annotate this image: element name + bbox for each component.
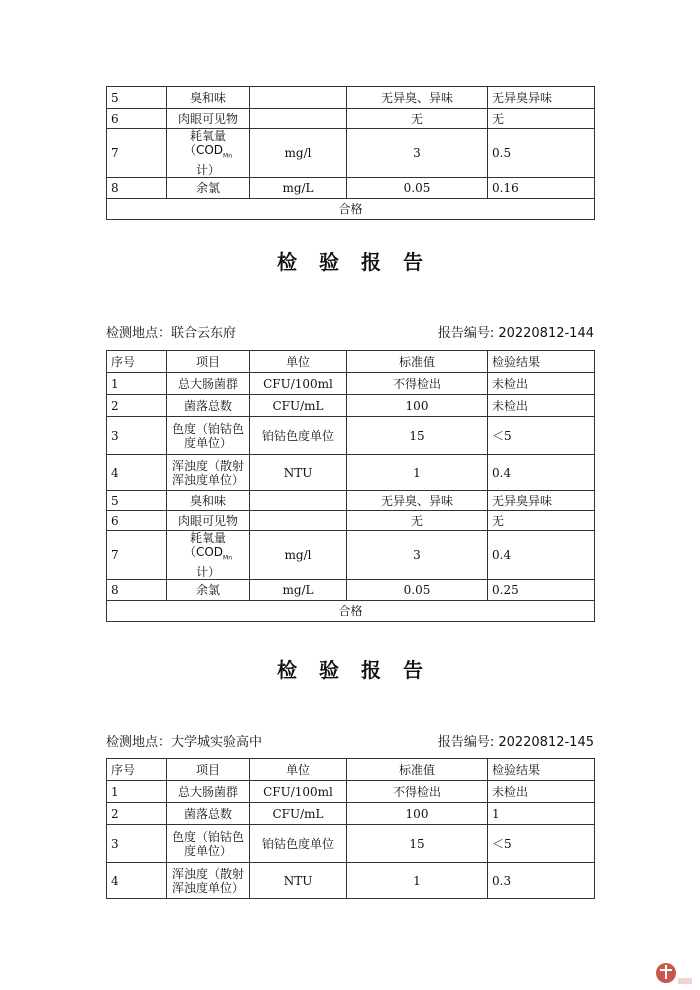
- header-item: 项目: [167, 759, 250, 781]
- cell-unit: [250, 87, 347, 109]
- header-standard: 标准值: [347, 351, 488, 373]
- report-number: 报告编号: 20220812-144: [437, 326, 594, 341]
- test-location: 检测地点：大学城实验高中: [106, 735, 263, 750]
- cod-label: 耗氧量（COD: [183, 129, 226, 157]
- cell-item: 浑浊度（散射浑浊度单位）: [167, 863, 250, 899]
- cell-unit: CFU/100ml: [250, 373, 347, 395]
- cell-result: 0.16: [488, 178, 595, 199]
- conclusion-row: [107, 601, 595, 622]
- table-row: [107, 455, 595, 491]
- table-header-row: [107, 759, 595, 781]
- cell-standard: 0.05: [347, 580, 488, 601]
- cell-standard: 无异臭、异味: [347, 491, 488, 511]
- cell-item: [167, 531, 250, 580]
- cell-item: 色度（铂钴色度单位）: [167, 417, 250, 455]
- report-table-145: [106, 758, 595, 899]
- cell-result: 0.25: [488, 580, 595, 601]
- cell-item: 肉眼可见物: [167, 109, 250, 129]
- table-row: [107, 373, 595, 395]
- cell-no: 7: [107, 531, 167, 580]
- conclusion-row: [107, 199, 595, 220]
- cell-no: 3: [107, 825, 167, 863]
- cell-standard: 15: [347, 825, 488, 863]
- conclusion-cell: 合格: [107, 199, 595, 220]
- cell-standard: 15: [347, 417, 488, 455]
- cell-result: 0.4: [488, 531, 595, 580]
- cell-item: 臭和味: [167, 491, 250, 511]
- cell-item: 余氯: [167, 178, 250, 199]
- header-result: 检验结果: [488, 759, 595, 781]
- report-table-144: [106, 350, 595, 622]
- cell-unit: [250, 511, 347, 531]
- cell-no: 8: [107, 580, 167, 601]
- header-item: 项目: [167, 351, 250, 373]
- cell-result: ＜5: [488, 825, 595, 863]
- cell-no: 2: [107, 803, 167, 825]
- header-unit: 单位: [250, 759, 347, 781]
- cell-item: 总大肠菌群: [167, 373, 250, 395]
- cell-no: 4: [107, 863, 167, 899]
- report-table-continued: [106, 86, 595, 220]
- cell-standard: 100: [347, 803, 488, 825]
- table-row: [107, 395, 595, 417]
- table-row: [107, 491, 595, 511]
- cell-result: 无异臭异味: [488, 491, 595, 511]
- cell-unit: CFU/100ml: [250, 781, 347, 803]
- cell-standard: 1: [347, 455, 488, 491]
- cell-standard: 100: [347, 395, 488, 417]
- cod-suffix: 计）: [195, 565, 220, 580]
- cell-item: 菌落总数: [167, 395, 250, 417]
- cell-standard: 无: [347, 109, 488, 129]
- cell-item: 肉眼可见物: [167, 511, 250, 531]
- cell-item: [167, 129, 250, 178]
- cell-result: 1: [488, 803, 595, 825]
- cell-unit: mg/l: [250, 531, 347, 580]
- conclusion-cell: 合格: [107, 601, 595, 622]
- header-no: 序号: [107, 351, 167, 373]
- cell-unit: CFU/mL: [250, 395, 347, 417]
- header-result: 检验结果: [488, 351, 595, 373]
- cell-no: 3: [107, 417, 167, 455]
- cell-item: 菌落总数: [167, 803, 250, 825]
- header-standard: 标准值: [347, 759, 488, 781]
- cell-item: 总大肠菌群: [167, 781, 250, 803]
- cell-unit: 铂钴色度单位: [250, 825, 347, 863]
- cell-standard: 1: [347, 863, 488, 899]
- table-header-row: [107, 351, 595, 373]
- cell-item: 臭和味: [167, 87, 250, 109]
- report-title: 检验报告: [277, 250, 445, 274]
- test-location: 检测地点：联合云东府: [106, 326, 237, 341]
- cell-unit: CFU/mL: [250, 803, 347, 825]
- cell-standard: 3: [347, 531, 488, 580]
- cell-result: 0.3: [488, 863, 595, 899]
- cell-result: ＜5: [488, 417, 595, 455]
- table-row: [107, 417, 595, 455]
- cell-no: 5: [107, 87, 167, 109]
- table-row: [107, 781, 595, 803]
- cell-result: 0.4: [488, 455, 595, 491]
- cell-no: 1: [107, 781, 167, 803]
- header-unit: 单位: [250, 351, 347, 373]
- cell-no: 6: [107, 511, 167, 531]
- cell-unit: 铂钴色度单位: [250, 417, 347, 455]
- cell-item: 余氯: [167, 580, 250, 601]
- table-row: [107, 803, 595, 825]
- table-row: [107, 825, 595, 863]
- cell-unit: [250, 109, 347, 129]
- cell-unit: mg/L: [250, 178, 347, 199]
- cell-standard: 不得检出: [347, 373, 488, 395]
- cell-item: 浑浊度（散射浑浊度单位）: [167, 455, 250, 491]
- cod-subscript: Mn: [223, 152, 233, 160]
- cell-standard: 无异臭、异味: [347, 87, 488, 109]
- table-row: [107, 531, 595, 580]
- cell-unit: mg/L: [250, 580, 347, 601]
- report-title: 检验报告: [277, 658, 445, 682]
- cod-suffix: 计）: [195, 163, 220, 178]
- cell-result: 无异臭异味: [488, 87, 595, 109]
- cell-no: 1: [107, 373, 167, 395]
- cell-no: 6: [107, 109, 167, 129]
- cell-unit: NTU: [250, 455, 347, 491]
- cell-no: 2: [107, 395, 167, 417]
- cell-standard: 无: [347, 511, 488, 531]
- cell-unit: mg/l: [250, 129, 347, 178]
- cell-unit: NTU: [250, 863, 347, 899]
- cell-standard: 3: [347, 129, 488, 178]
- watermark-logo-icon: [654, 958, 694, 988]
- table-row: [107, 129, 595, 178]
- cell-no: 5: [107, 491, 167, 511]
- table-row: [107, 109, 595, 129]
- cell-result: 未检出: [488, 395, 595, 417]
- cell-no: 4: [107, 455, 167, 491]
- header-no: 序号: [107, 759, 167, 781]
- table-row: [107, 178, 595, 199]
- cell-item: 色度（铂钴色度单位）: [167, 825, 250, 863]
- cell-unit: [250, 491, 347, 511]
- table-row: [107, 87, 595, 109]
- cell-result: 0.5: [488, 129, 595, 178]
- report-number: 报告编号: 20220812-145: [437, 735, 594, 750]
- cod-subscript: Mn: [223, 554, 233, 562]
- cell-no: 7: [107, 129, 167, 178]
- cod-label: 耗氧量（COD: [183, 531, 226, 559]
- cell-result: 无: [488, 511, 595, 531]
- cell-standard: 0.05: [347, 178, 488, 199]
- cell-result: 未检出: [488, 373, 595, 395]
- cell-standard: 不得检出: [347, 781, 488, 803]
- cell-result: 无: [488, 109, 595, 129]
- cell-no: 8: [107, 178, 167, 199]
- table-row: [107, 863, 595, 899]
- table-row: [107, 580, 595, 601]
- table-row: [107, 511, 595, 531]
- cell-result: 未检出: [488, 781, 595, 803]
